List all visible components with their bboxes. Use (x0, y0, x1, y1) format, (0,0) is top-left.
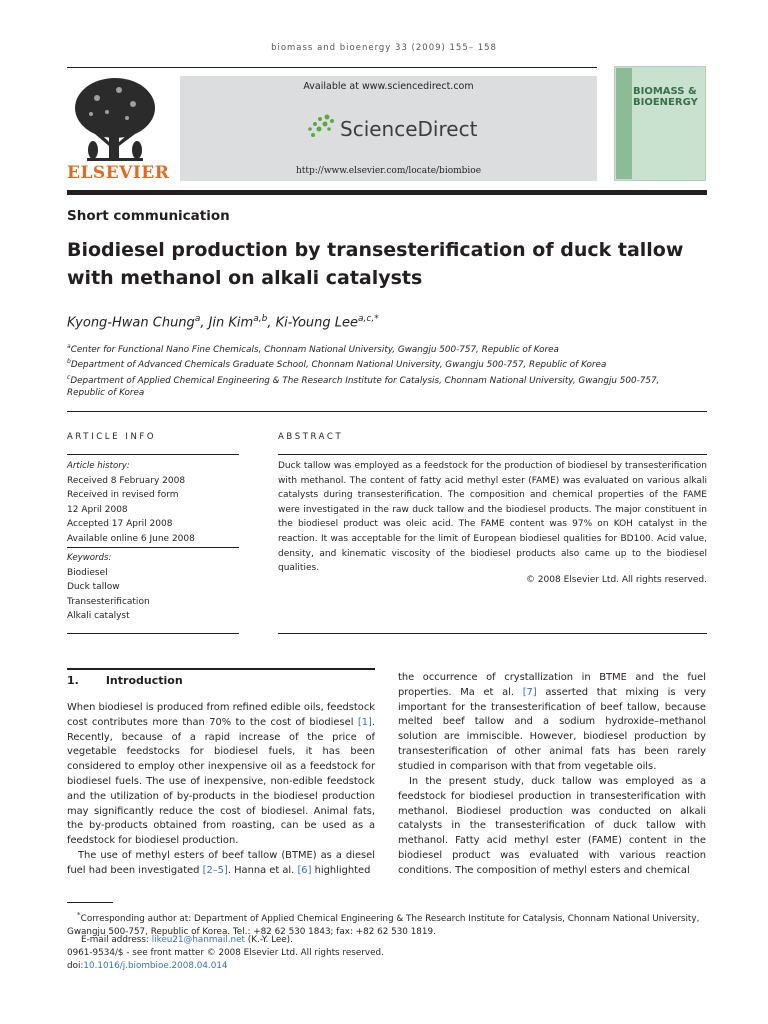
affiliation-text: Republic of Korea (67, 388, 145, 398)
abstract-heading: ABSTRACT (278, 432, 344, 442)
keywords-label: Keywords: (67, 553, 112, 563)
history-item: Available online 6 June 2008 (67, 533, 195, 544)
abstract-rule (278, 454, 707, 455)
keyword: Duck tallow (67, 582, 120, 593)
intro-paragraph-4: In the present study, duck tallow was employed as a feedstock for biodiesel production in transesterification with methanol. Biodiesel production was conducted on alkali catalysts in the transesterification of duck tallow with methanol. Fatty acid methyl ester (FAME) content in the biodiesel product was evaluated with various reaction conditions. The composition of methyl esters and chemical (398, 776, 706, 876)
text-run: the occurrence of crystallization in BTME and the fuel properties. Ma et al. (398, 672, 706, 698)
citation-link[interactable]: [7] (522, 686, 537, 698)
keyword: Transesterification (67, 596, 150, 607)
intro-rule (67, 668, 375, 670)
author-sup: a (194, 314, 201, 324)
affiliation-text: Department of Applied Chemical Engineering & The Research Institute for Catalysis, Chonnam National University, Gwangju 500-757, (70, 375, 660, 386)
email-link[interactable]: likeu21@hanmail.net (151, 935, 245, 945)
title-line1: Biodiesel production by transesterification of duck tallow (67, 239, 684, 261)
affiliation (67, 386, 707, 401)
header-thick-rule (67, 190, 707, 195)
email-line (81, 934, 701, 947)
running-header: biomass and bioenergy 33 (2009) 155– 158 (271, 43, 497, 53)
author-sup: a,b (253, 314, 268, 324)
keyword: Alkali catalyst (67, 611, 130, 622)
title-line2: with methanol on alkali catalysts (67, 267, 423, 289)
intro-title: Introduction (105, 674, 183, 687)
history-item: Received 8 February 2008 (67, 475, 186, 486)
text-run: When biodiesel is produced from refined edible oils, feedstock cost contributes more than 70% to the cost of biodiesel (67, 702, 375, 728)
text-run: asserted that mixing is very important for the transesterification of beef tallow, because melted beef tallow and a sodium hydroxide–methanol solution are immiscible. However, biodiesel production by transesterification of other animal fats has been rarely studied in comparison with that from vegetable oils. (398, 686, 706, 772)
journal-cover-title (633, 86, 698, 108)
head-divider (67, 411, 707, 412)
abstract-end-rule (278, 633, 707, 634)
sciencedirect-dots-icon (307, 113, 335, 139)
keywords (67, 551, 239, 624)
article-title (67, 236, 707, 292)
footnote-text: Corresponding author at: Department of Applied Chemical Engineering & The Research Institute for Catalysis, Chonnam National University, Gwangju 500-757, Republic of Korea. Tel.: +82 62 530 1843; fax: +82 62 530 1819. (67, 913, 700, 937)
abstract-copyright: © 2008 Elsevier Ltd. All rights reserved. (525, 575, 707, 585)
keyword: Biodiesel (67, 567, 108, 578)
issn-line: 0961-9534/$ - see front matter © 2008 Elsevier Ltd. All rights reserved. (67, 948, 384, 958)
sciencedirect-wordmark: ScienceDirect (340, 117, 478, 141)
available-at-text: Available at www.sciencedirect.com (303, 81, 474, 92)
email-label: E-mail address: (81, 935, 152, 945)
email-owner: (K.-Y. Lee). (244, 935, 293, 945)
intro-paragraph-1 (67, 701, 375, 849)
affiliation-sup: b (67, 358, 71, 365)
intro-paragraph-2 (67, 849, 375, 879)
footnote-mark: * (77, 910, 81, 919)
history-item: Received in revised form (67, 490, 179, 501)
article-info-rule (67, 454, 239, 455)
affiliation-text: Department of Advanced Chemicals Graduate School, Chonnam National University, Gwangju 500-757, Republic of Korea (70, 359, 607, 370)
article-history (67, 459, 239, 547)
text-run: . Recently, because of a rapid increase of the price of vegetable feedstocks for biodiesel fuels, it has been considered to employ other inexpensive oil as a feedstock for biodiesel fuels. The use of inexpensive, non-edible feedstock and the utilization of by-products in the biodiesel production may significantly reduce the cost of biodiesel. Animal fats, the by-products obtained from roasting, can be used as a feedstock for biodiesel production. (67, 716, 375, 847)
citation-link[interactable]: [6] (297, 864, 312, 876)
doi-label: doi: (67, 961, 84, 971)
affiliation-sup: a (67, 343, 71, 350)
author-list (67, 314, 379, 330)
history-label: Article history: (67, 461, 130, 471)
cover-title-line1: BIOMASS & (633, 86, 697, 97)
author-sep: , (200, 315, 209, 331)
elsevier-wordmark: ELSEVIER (67, 163, 170, 183)
author-name[interactable]: Ki-Young Lee (275, 315, 359, 331)
history-item: 12 April 2008 (67, 504, 128, 515)
text-run: . Hanna et al. (227, 864, 298, 876)
author-name[interactable]: Jin Kim (208, 315, 254, 331)
article-type: Short communication (67, 208, 230, 224)
keywords-rule (67, 547, 239, 548)
author-sup: a,c,* (358, 314, 379, 324)
doi-link[interactable]: 10.1016/j.biombioe.2008.04.014 (83, 961, 228, 971)
header-top-rule (67, 67, 597, 68)
affiliation (67, 355, 707, 372)
doi-line (67, 960, 707, 973)
footnote-rule (67, 902, 113, 903)
journal-url[interactable]: http://www.elsevier.com/locate/biombioe (295, 166, 482, 176)
citation-link[interactable]: [2–5] (202, 864, 228, 876)
article-info-end-rule (67, 633, 239, 634)
intro-heading (67, 674, 183, 687)
intro-number: 1. (67, 674, 79, 687)
affiliation-text: Center for Functional Nano Fine Chemicals, Chonnam National University, Gwangju 500-757, Republic of Korea (70, 344, 559, 355)
article-info-heading: ARTICLE INFO (67, 432, 157, 442)
abstract-text: Duck tallow was employed as a feedstock for the production of biodiesel by transesterification with methanol. The content of fatty acid methyl ester (FAME) was evaluated on various alkali catalysts during transesterification. The composition and chemical properties of the FAME were investigated in the raw duck tallow and the biodiesel products. The major constituent in the biodiesel product was oleic acid. The FAME content was 97% on KOH catalyst in the reaction. It was acceptable for the limit of European biodiesel qualities for BD100. Acid value, density, and kinematic viscosity of the biodiesel products also came up to the biodiesel qualities. (278, 461, 707, 574)
history-item: Accepted 17 April 2008 (67, 519, 173, 530)
journal-cover-strip (616, 68, 632, 179)
citation-link[interactable]: [1] (357, 716, 372, 728)
affiliation-sup: c (67, 374, 71, 381)
intro-paragraph-3 (398, 671, 706, 775)
cover-title-line2: BIOENERGY (633, 97, 698, 108)
author-sep: , (267, 315, 276, 331)
text-run: The use of methyl esters of beef tallow (BTME) as a diesel fuel had been investigated (67, 850, 375, 876)
author-name[interactable]: Kyong-Hwan Chung (67, 315, 195, 331)
text-run: highlighted (311, 864, 371, 876)
